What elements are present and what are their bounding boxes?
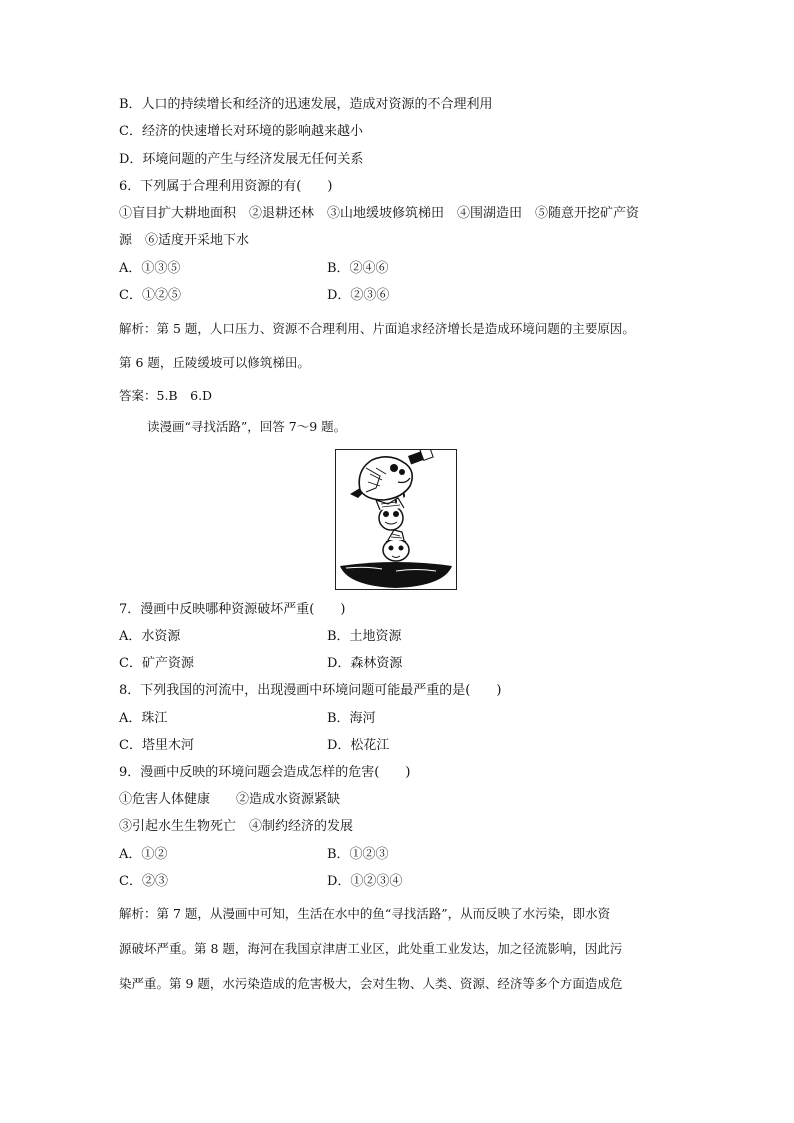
q7-stem: 7．漫画中反映哪种资源破坏严重( ) bbox=[119, 602, 346, 617]
q6-stem: 6．下列属于合理利用资源的有( ) bbox=[119, 179, 333, 194]
q8-option-a: A．珠江 bbox=[119, 711, 168, 726]
q8-option-b: B．海河 bbox=[327, 711, 376, 726]
q9-option-b: B．①②③ bbox=[327, 847, 389, 862]
q5-option-b: B．人口的持续增长和经济的迅速发展，造成对资源的不合理利用 bbox=[119, 97, 493, 112]
q6-option-a: A．①③⑤ bbox=[119, 261, 181, 276]
analysis-1-line2: 第 6 题，丘陵缓坡可以修筑梯田。 bbox=[119, 355, 310, 370]
analysis-2-line2: 源破坏严重。第 8 题，海河在我国京津唐工业区，此处重工业发达，加之径流影响，因此污 bbox=[119, 941, 623, 956]
answer-1: 答案：5.B 6.D bbox=[119, 388, 213, 403]
q9-option-d: D．①②③④ bbox=[327, 874, 403, 889]
q9-stem: 9．漫画中反映的环境问题会造成怎样的危害( ) bbox=[119, 765, 411, 780]
cartoon-intro: 读漫画“寻找活路”，回答 7～9 题。 bbox=[147, 419, 347, 434]
q8-option-c: C．塔里木河 bbox=[119, 738, 194, 753]
q7-option-b: B．土地资源 bbox=[327, 629, 402, 644]
analysis-1-line1: 解析：第 5 题，人口压力、资源不合理利用、片面追求经济增长是造成环境问题的主要原因。 bbox=[119, 321, 635, 336]
analysis-2-line3: 染严重。第 9 题，水污染造成的危害极大，会对生物、人类、资源、经济等多个方面造成危 bbox=[119, 976, 623, 991]
q9-option-c: C．②③ bbox=[119, 874, 168, 889]
q9-items-line1: ①危害人体健康 ②造成水资源紧缺 bbox=[119, 792, 341, 807]
water bbox=[340, 562, 452, 588]
q9-option-a: A．①② bbox=[119, 847, 168, 862]
q6-items-line2: 源 ⑥适度开采地下水 bbox=[119, 233, 250, 248]
q5-option-d: D．环境问题的产生与经济发展无任何关系 bbox=[119, 152, 364, 167]
q6-items-line1: ①盲目扩大耕地面积 ②退耕还林 ③山地缓坡修筑梯田 ④围湖造田 ⑤随意开挖矿产资 bbox=[119, 206, 640, 221]
bottom-fish bbox=[383, 530, 409, 561]
fish-cartoon-icon bbox=[336, 450, 456, 589]
q8-option-d: D．松花江 bbox=[327, 738, 390, 753]
q5-option-c: C．经济的快速增长对环境的影响越来越小 bbox=[119, 124, 363, 139]
q9-items-line2: ③引起水生生物死亡 ④制约经济的发展 bbox=[119, 819, 354, 834]
fish-cartoon-figure bbox=[335, 449, 457, 590]
q6-option-b: B．②④⑥ bbox=[327, 261, 389, 276]
q6-option-c: C．①②⑤ bbox=[119, 288, 181, 303]
analysis-2-line1: 解析：第 7 题，从漫画中可知，生活在水中的鱼“寻找活路”，从而反映了水污染，即水资 bbox=[119, 906, 611, 921]
middle-fish bbox=[376, 498, 404, 530]
q8-stem: 8．下列我国的河流中，出现漫画中环境问题可能最严重的是( ) bbox=[119, 683, 502, 698]
top-fish bbox=[350, 450, 433, 504]
q7-option-a: A．水资源 bbox=[119, 629, 181, 644]
q6-option-d: D．②③⑥ bbox=[327, 288, 390, 303]
q7-option-c: C．矿产资源 bbox=[119, 656, 194, 671]
q7-option-d: D．森林资源 bbox=[327, 656, 403, 671]
